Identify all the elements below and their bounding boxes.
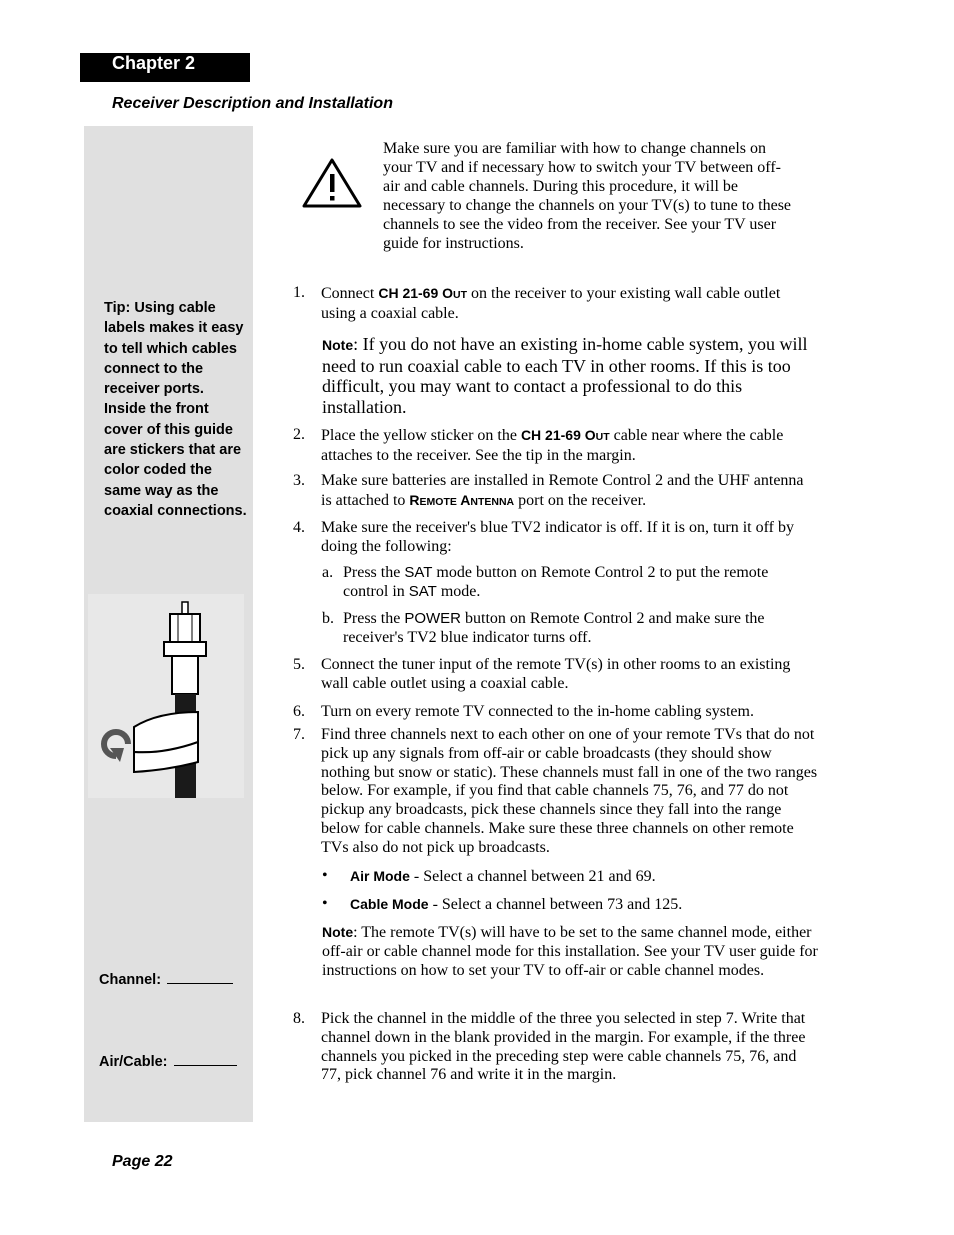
warning-text: Make sure you are familiar with how to change channels on your TV and if necessary how to switch your TV between off-air and cable channels. During this procedure, it will be necessary to change the channels on your TV(s) to tune to these channels to see the video from the receiver. See your TV user guide for instructions. — [383, 140, 792, 252]
power-button-label: POWER — [404, 610, 461, 627]
channel-blank[interactable] — [167, 969, 233, 984]
sat-button-label: SAT — [404, 564, 433, 581]
port-label: CH 21-69 OUT — [378, 285, 468, 301]
chapter-label: Chapter 2 — [80, 53, 250, 82]
step-1-note: Note: If you do not have an existing in-home cable system, you will need to run coaxial cable to each TV in other rooms. If this is too difficult, you may want to contact a professional to do this installation. — [322, 334, 808, 417]
margin-tip: Tip: Using cable labels makes it easy to tell which cables connect to the receiver ports. Inside the front cover of this guide are stickers that are color coded the same way as the coaxial connections. — [104, 300, 247, 519]
coaxial-cable-icon — [88, 594, 244, 798]
step-7-note: Note: The remote TV(s) will have to be set to the same channel mode, either off-air or cable channel mode for this installation. See your TV user guide for instructions on how to set your TV to off-air or cable channel modes. — [322, 924, 818, 979]
port-label: REMOTE ANTENNA — [409, 491, 515, 508]
air-cable-blank[interactable] — [174, 1051, 237, 1066]
channel-field: Channel: — [99, 969, 233, 988]
warning-triangle-icon — [301, 157, 363, 209]
section-title: Receiver Description and Installation — [112, 95, 393, 112]
port-label: CH 21-69 OUT — [520, 427, 610, 443]
air-cable-field: Air/Cable: — [99, 1051, 237, 1070]
page-number: Page 22 — [112, 1153, 173, 1170]
